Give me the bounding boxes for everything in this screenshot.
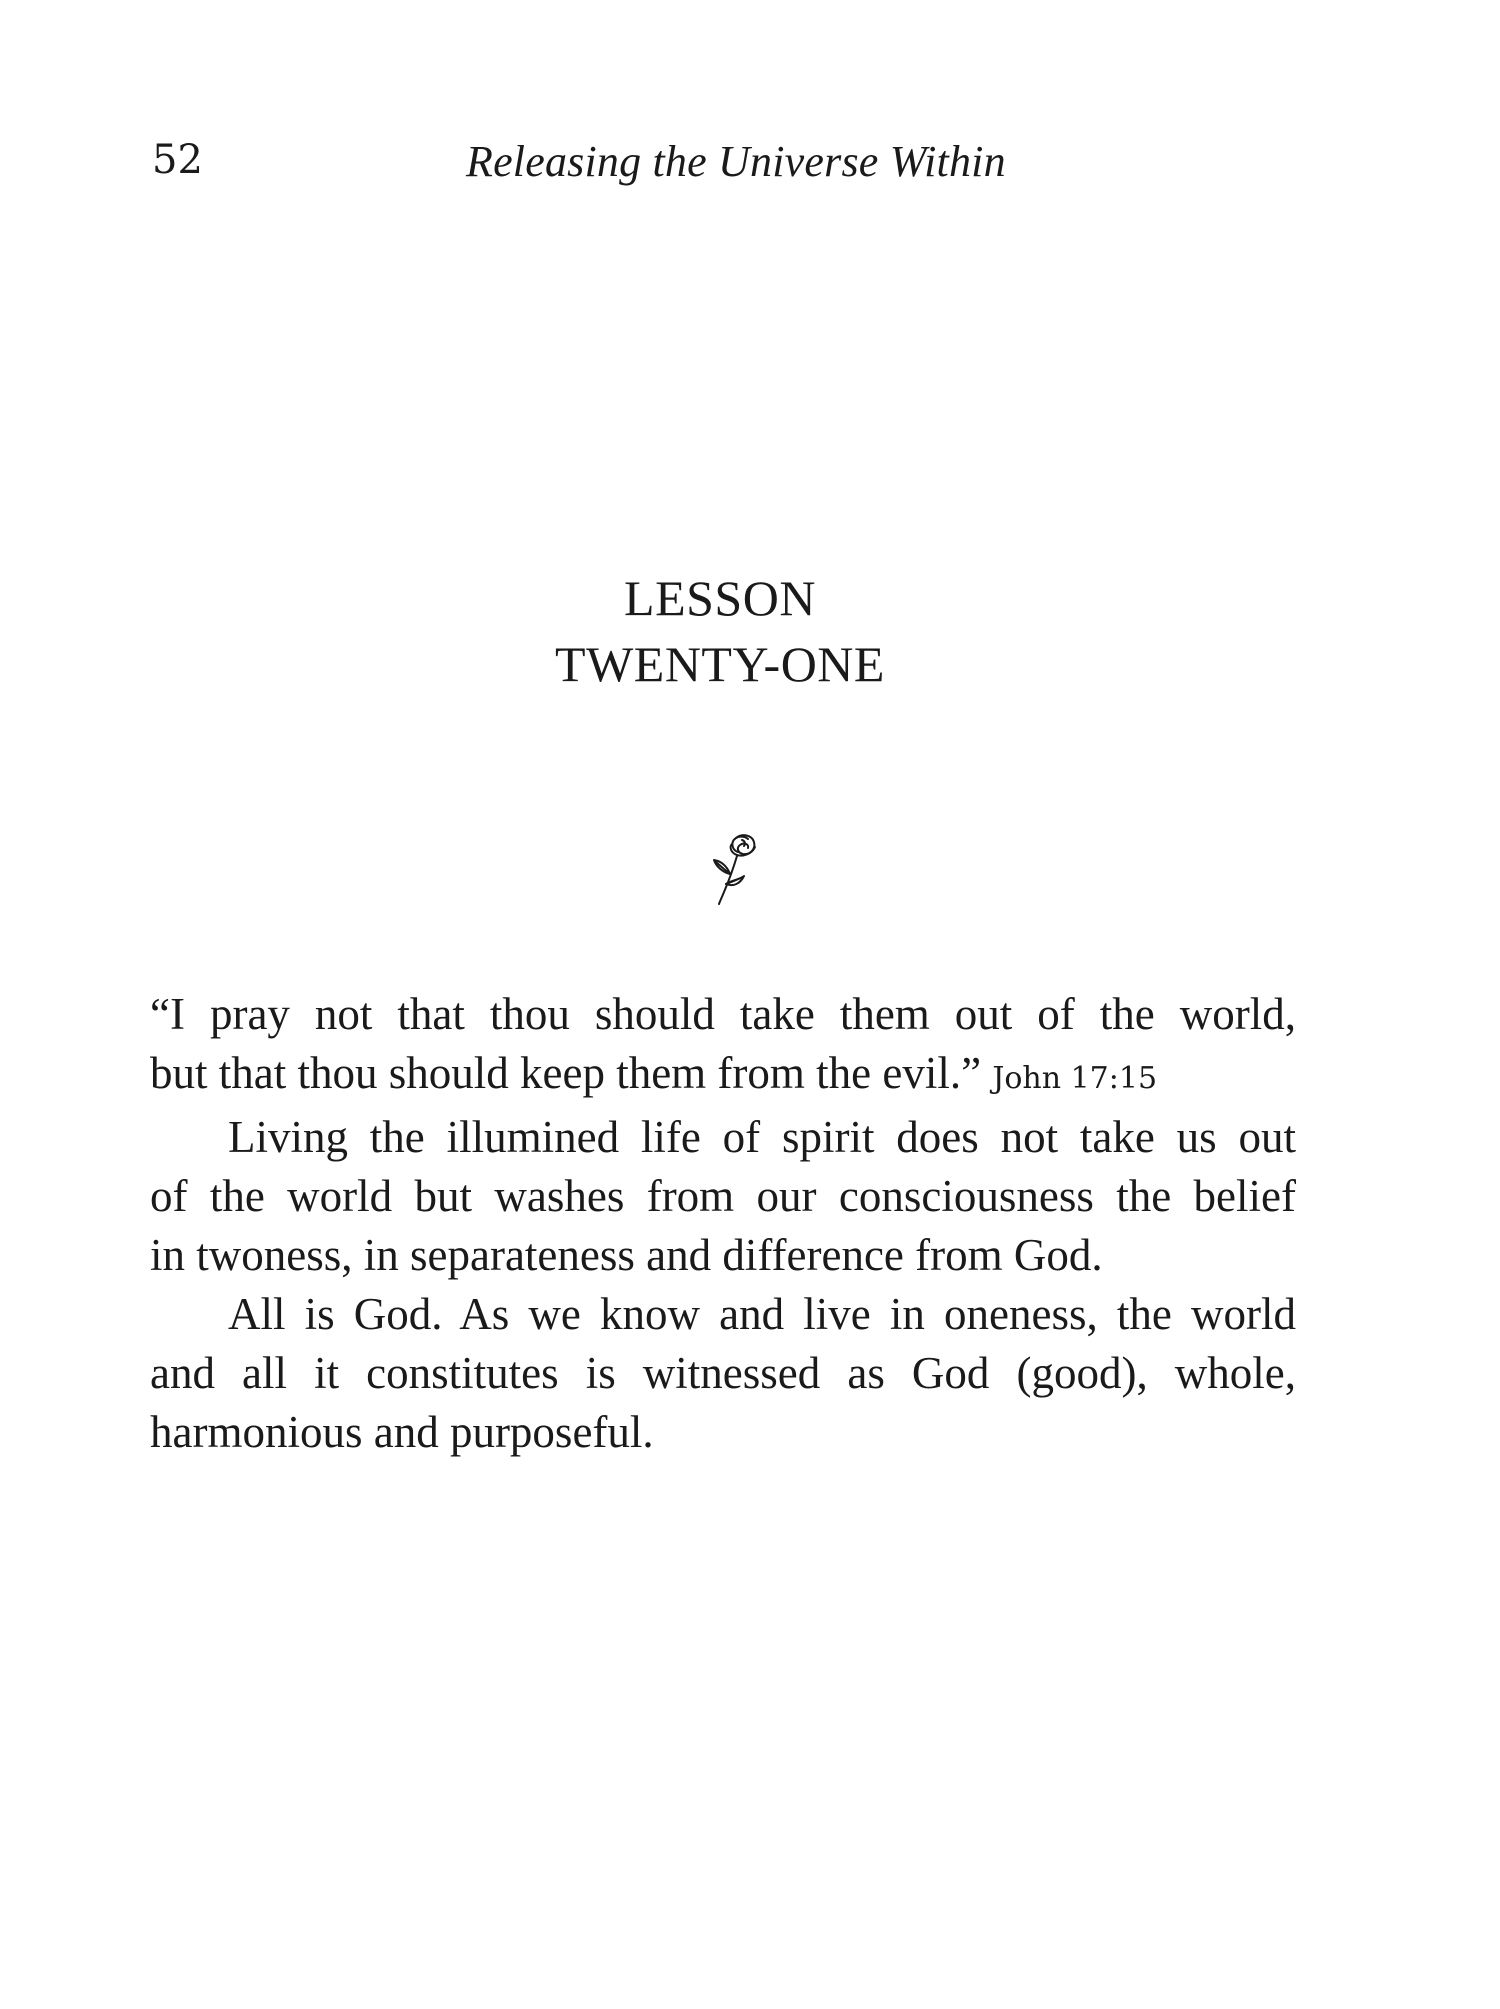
paragraph-2 bbox=[150, 1285, 1296, 1462]
rose-icon bbox=[708, 830, 764, 906]
paragraph-2-line-1: All is God. As we know and live in oneness, the world bbox=[228, 1289, 1296, 1339]
lesson-title-line-2: TWENTY-ONE bbox=[555, 636, 885, 692]
scripture-quote bbox=[150, 985, 1296, 1108]
quote-line-2-wrap bbox=[150, 1044, 1296, 1108]
scripture-citation: John 17:15 bbox=[992, 1061, 1158, 1096]
paragraph-1-line-1: Living the illumined life of spirit does not take us out bbox=[228, 1112, 1296, 1162]
quote-line-2: but that thou should keep them from the evil.” bbox=[150, 1048, 982, 1098]
paragraph-1-line-3: in twoness, in separateness and difference from God. bbox=[150, 1230, 1103, 1280]
lesson-title bbox=[0, 565, 1440, 697]
page-number: 52 bbox=[152, 137, 203, 183]
paragraph-1-line-2: of the world but washes from our consciousness the belief bbox=[150, 1171, 1296, 1221]
paragraph-2-line-2: and all it constitutes is witnessed as God (good), whole, bbox=[150, 1348, 1296, 1398]
paragraph-1 bbox=[150, 1108, 1296, 1285]
quote-line-1: “I pray not that thou should take them out of the world, bbox=[150, 989, 1296, 1039]
paragraph-2-line-3: harmonious and purposeful. bbox=[150, 1407, 654, 1457]
lesson-title-line-1: LESSON bbox=[624, 570, 816, 626]
lesson-body bbox=[150, 985, 1296, 1462]
running-title: Releasing the Universe Within bbox=[466, 137, 1006, 186]
